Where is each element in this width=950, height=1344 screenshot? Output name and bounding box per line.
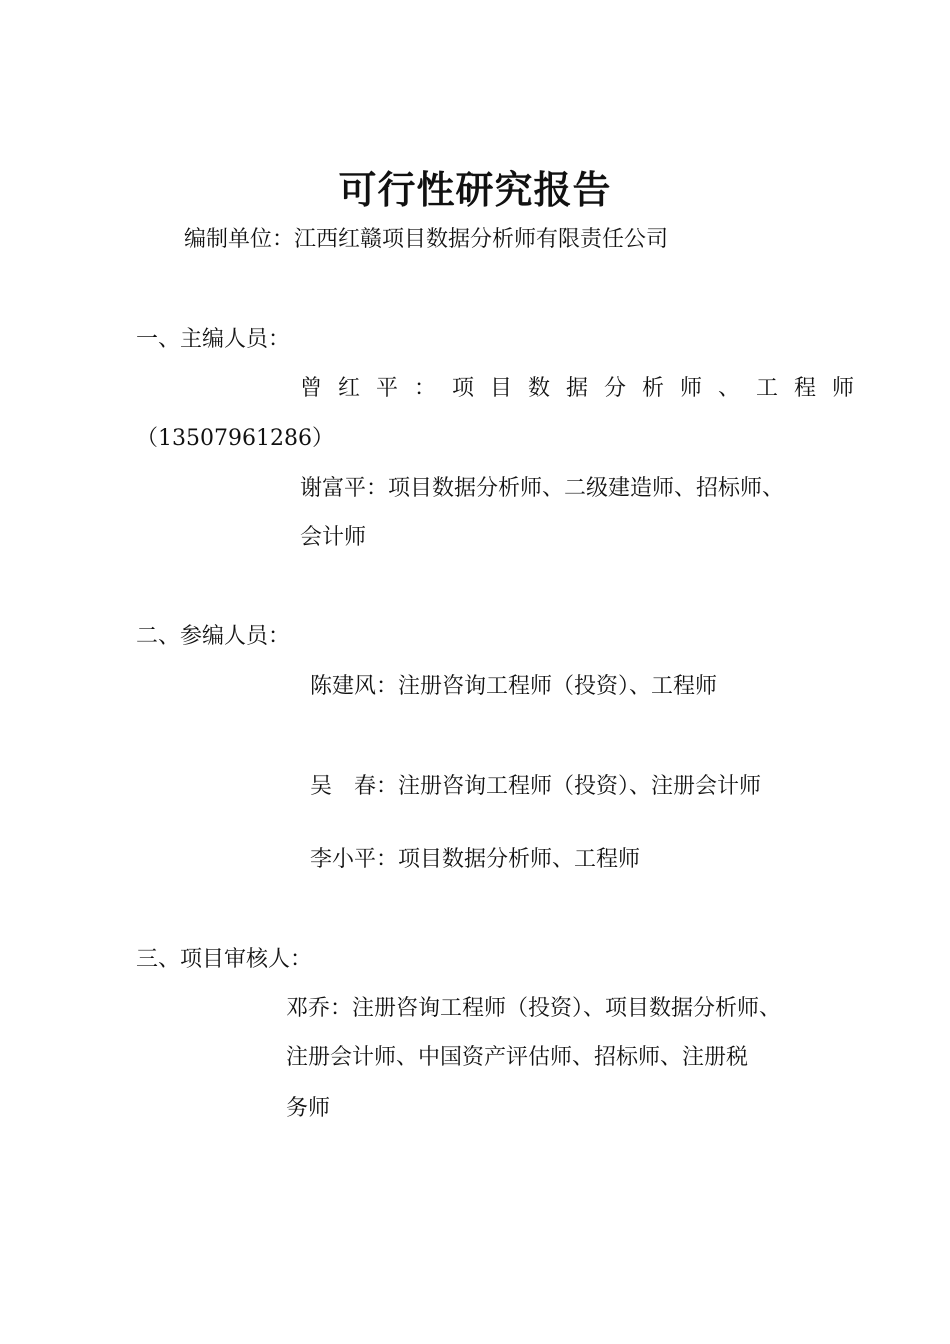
section-heading-reviewers: 三、项目审核人： — [136, 947, 313, 972]
section-heading-chief-editors: 一、主编人员： — [136, 327, 291, 352]
reviewer-1-line2: 注册会计师、中国资产评估师、招标师、注册税 — [286, 1045, 749, 1070]
chief-editor-1-line2: （13507961286） — [136, 426, 334, 451]
participant-1: 陈建风：注册咨询工程师（投资）、工程师 — [310, 674, 718, 699]
chief-editor-2-line1: 谢富平：项目数据分析师、二级建造师、招标师、 — [300, 476, 785, 501]
reviewer-1-line1: 邓乔：注册咨询工程师（投资）、项目数据分析师、 — [286, 996, 782, 1021]
document-title: 可行性研究报告 — [338, 168, 612, 212]
participant-3: 李小平：项目数据分析师、工程师 — [310, 847, 641, 872]
section-heading-participants: 二、参编人员： — [136, 624, 291, 649]
reviewer-1-line3: 务师 — [286, 1096, 331, 1121]
chief-editor-2-line2: 会计师 — [300, 525, 367, 550]
participant-2: 吴 春：注册咨询工程师（投资）、注册会计师 — [310, 774, 762, 799]
compiler-unit: 编制单位：江西红赣项目数据分析师有限责任公司 — [184, 227, 669, 252]
chief-editor-1-line1: 曾红平：项目数据分析师、工程师 — [300, 376, 871, 401]
